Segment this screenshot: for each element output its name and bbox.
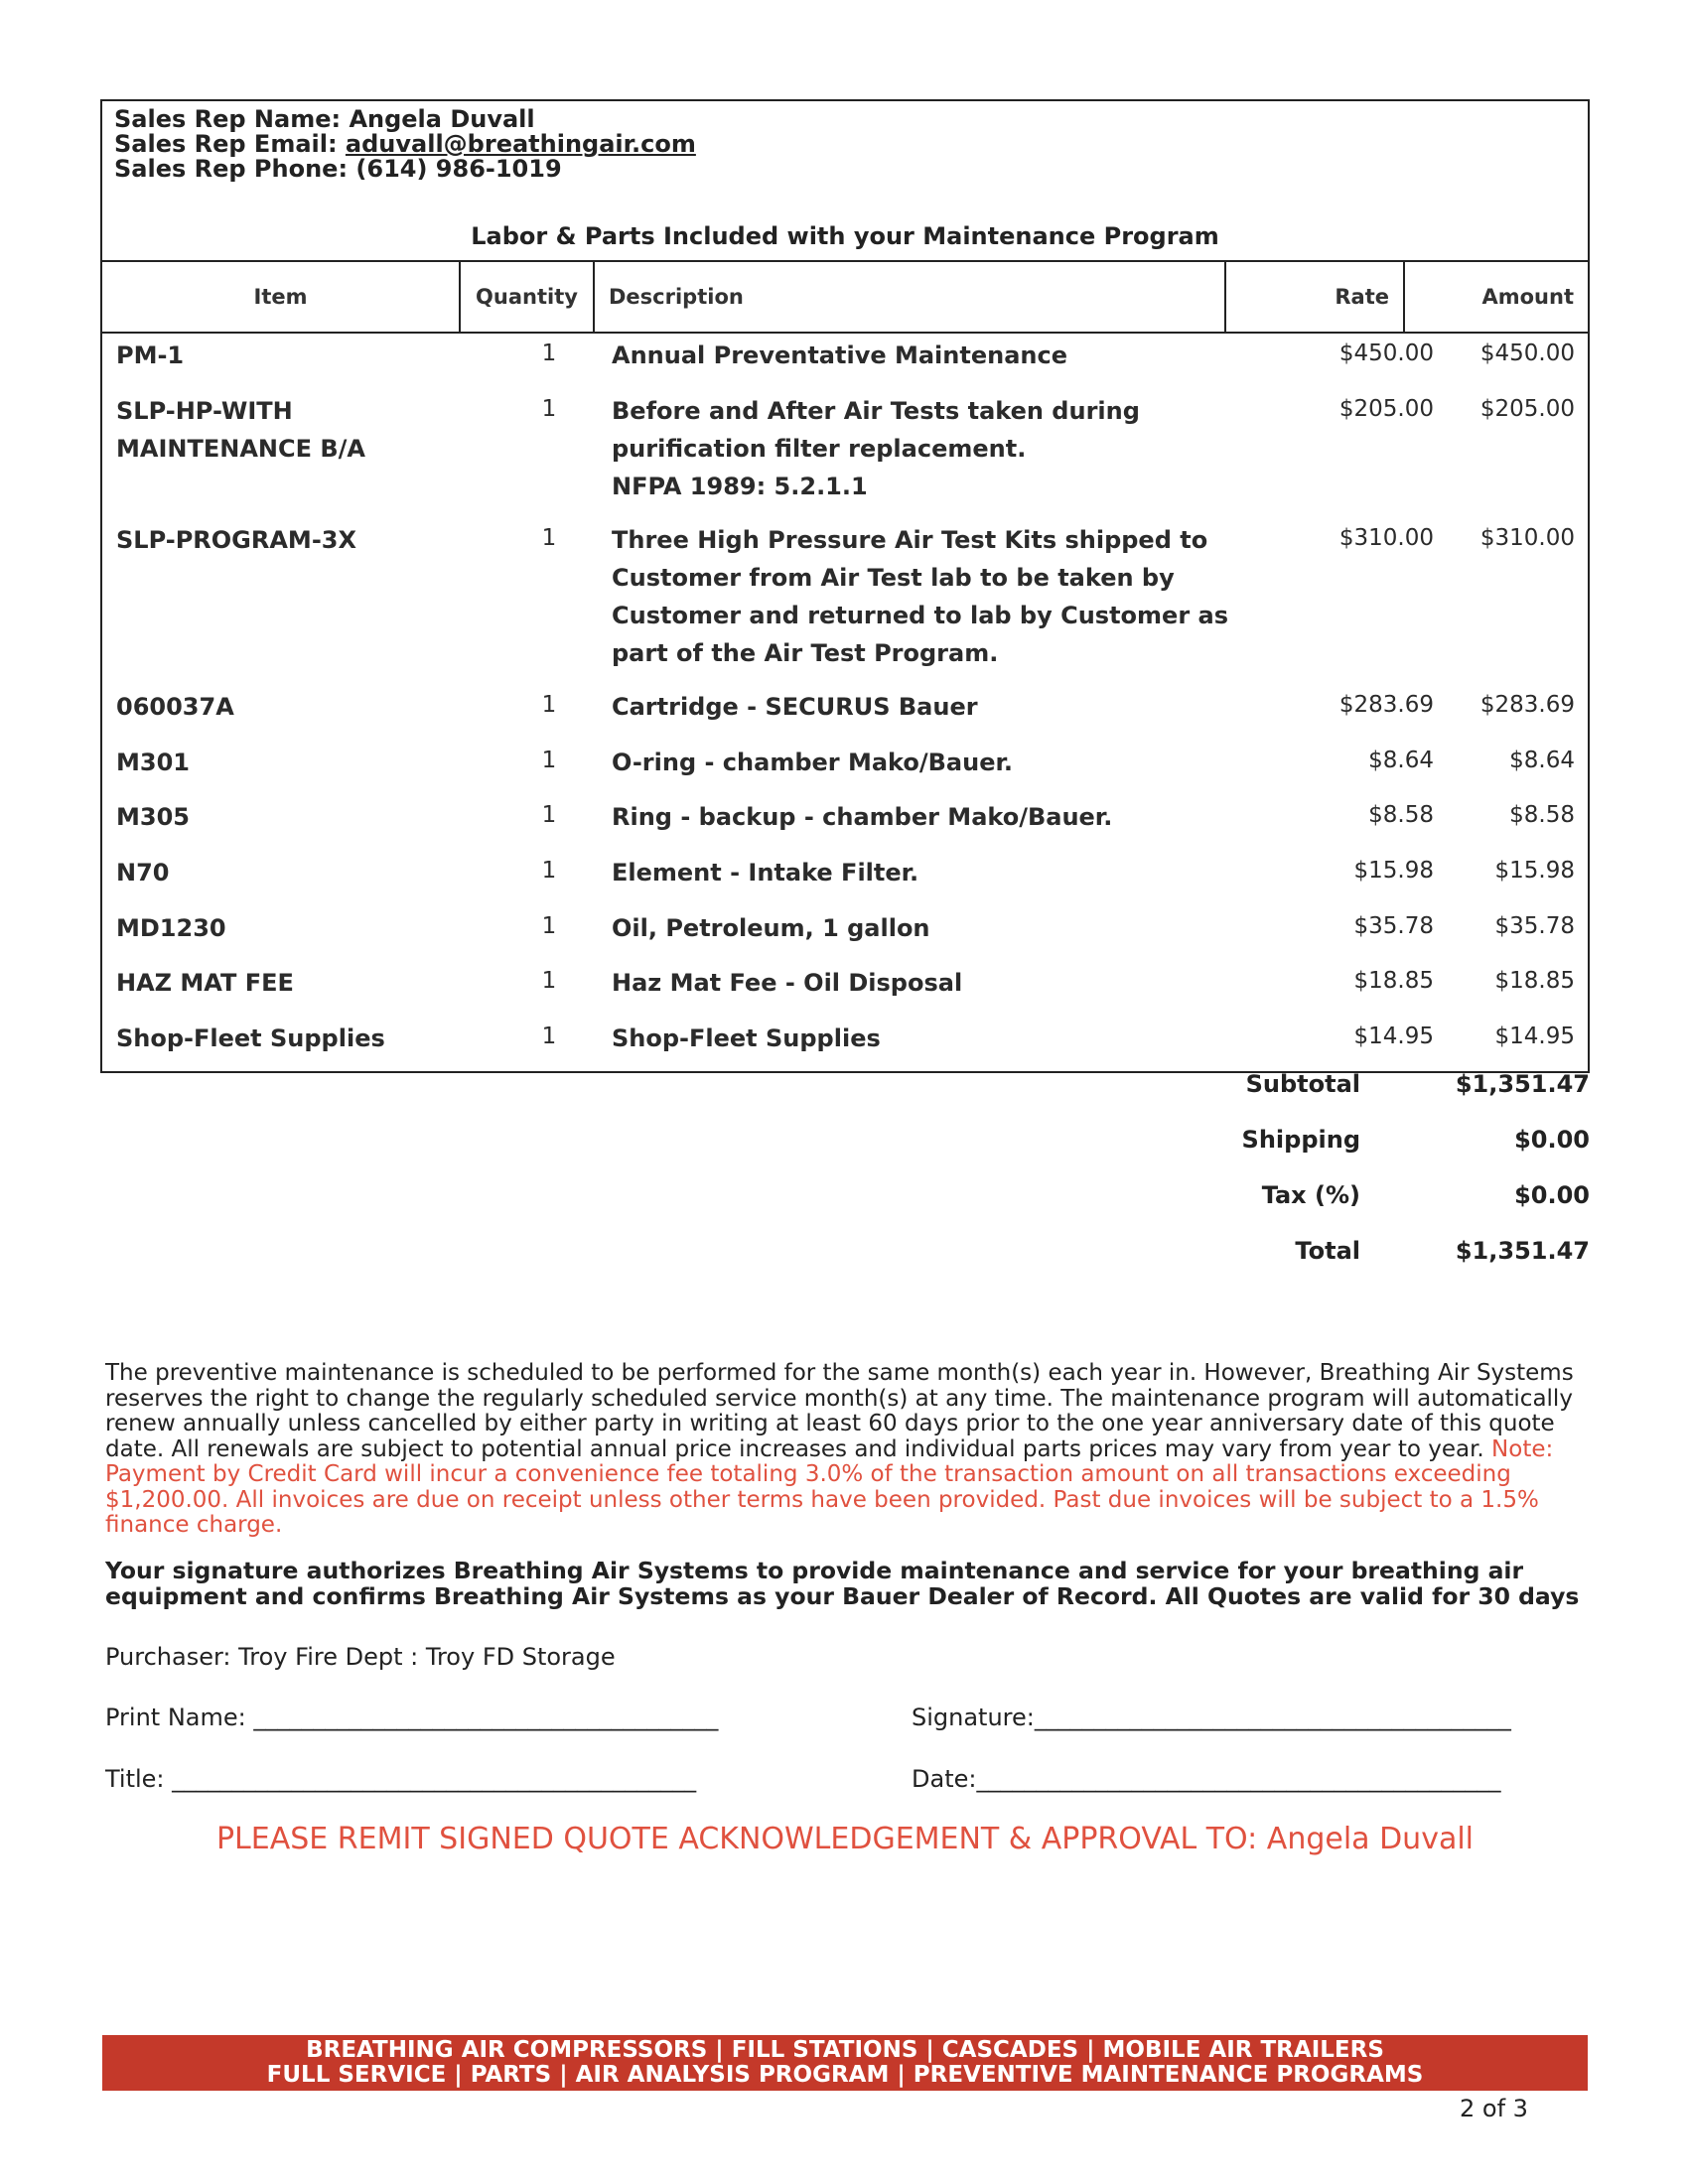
- page-number: 2 of 3: [1460, 2095, 1528, 2122]
- payment-note: Note: Payment by Credit Card will incur a convenience fee totaling 3.0% of the transaction amount on all transactions exceeding $1,200.00. All invoices are due on receipt unless other terms have been provided. Past due invoices will be subject to a 1.5% finance charge.: [105, 1435, 1554, 1538]
- row-amount: $8.58: [1509, 802, 1575, 828]
- row-rate: $310.00: [1338, 525, 1434, 551]
- row-description: Three High Pressure Air Test Kits shipped to Customer from Air Test lab to be taken by Customer and returned to lab by Customer as part of the Air Test Program.: [612, 526, 1228, 667]
- authorization-statement: Your signature authorizes Breathing Air Systems to provide maintenance and service for your breathing air equipment and confirms Breathing Air Systems as your Bauer Dealer of Record. All Quotes are valid for 30 days: [105, 1557, 1580, 1610]
- row-item: HAZ MAT FEE: [116, 969, 294, 997]
- total-value: $1,351.47: [1455, 1237, 1590, 1265]
- row-amount: $450.00: [1479, 341, 1575, 366]
- shipping-label: Shipping: [1241, 1126, 1360, 1154]
- header-amount: [1403, 260, 1590, 334]
- terms-main-text: The preventive maintenance is scheduled to be performed for the same month(s) each year in. However, Breathing Air Systems reserves the right to change the regularly scheduled service month(s) at any time. The maintenance program will automatically renew annually unless cancelled by either party in writing at least 60 days prior to the one year anniversary date of this quote date. All renewals are subject to potential annual price increases and individual parts prices may vary from year to year.: [105, 1360, 1574, 1462]
- row-quantity: 1: [541, 913, 557, 939]
- tax-label: Tax (%): [1261, 1181, 1360, 1209]
- row-amount: $15.98: [1494, 858, 1575, 884]
- sales-rep-info: [114, 107, 696, 182]
- row-description: Annual Preventative Maintenance: [612, 341, 1067, 369]
- row-amount: $18.85: [1494, 968, 1575, 994]
- row-description: Ring - backup - chamber Mako/Bauer.: [612, 803, 1113, 831]
- header-amount-label: Amount: [1481, 285, 1574, 309]
- sales-rep-name: Sales Rep Name: Angela Duvall: [114, 105, 535, 133]
- header-rate: [1224, 260, 1405, 334]
- row-description: Haz Mat Fee - Oil Disposal: [612, 969, 963, 997]
- row-item: M301: [116, 749, 190, 776]
- row-amount: $8.64: [1509, 748, 1575, 773]
- row-quantity: 1: [541, 748, 557, 773]
- row-quantity: 1: [541, 396, 557, 422]
- shipping-value: $0.00: [1514, 1126, 1590, 1154]
- title-field[interactable]: Title: ____________________________________________: [105, 1765, 697, 1793]
- row-description: Element - Intake Filter.: [612, 859, 919, 887]
- row-description: Cartridge - SECURUS Bauer: [612, 693, 978, 721]
- sales-rep-phone: Sales Rep Phone: (614) 986-1019: [114, 155, 562, 183]
- header-description-label: Description: [609, 285, 744, 309]
- row-quantity: 1: [541, 525, 557, 551]
- row-rate: $8.58: [1368, 802, 1434, 828]
- footer-banner: [102, 2035, 1588, 2091]
- row-amount: $14.95: [1494, 1024, 1575, 1049]
- row-quantity: 1: [541, 1024, 557, 1049]
- header-quantity: [459, 260, 595, 334]
- row-amount: $310.00: [1479, 525, 1575, 551]
- row-item: M305: [116, 803, 190, 831]
- row-rate: $15.98: [1353, 858, 1434, 884]
- row-amount: $205.00: [1479, 396, 1575, 422]
- row-amount: $35.78: [1494, 913, 1575, 939]
- row-rate: $8.64: [1368, 748, 1434, 773]
- footer-line-1: BREATHING AIR COMPRESSORS | FILL STATIONS | CASCADES | MOBILE AIR TRAILERS: [306, 2037, 1384, 2063]
- row-item: 060037A: [116, 693, 234, 721]
- total-label: Total: [1295, 1237, 1360, 1265]
- sales-rep-email-label: Sales Rep Email:: [114, 130, 346, 158]
- row-quantity: 1: [541, 968, 557, 994]
- row-quantity: 1: [541, 802, 557, 828]
- table-title: Labor & Parts Included with your Maintenance Program: [471, 222, 1219, 250]
- row-item: MD1230: [116, 914, 226, 942]
- row-description: Oil, Petroleum, 1 gallon: [612, 914, 930, 942]
- footer-line-2: FULL SERVICE | PARTS | AIR ANALYSIS PROGRAM | PREVENTIVE MAINTENANCE PROGRAMS: [266, 2062, 1424, 2088]
- remit-instruction: PLEASE REMIT SIGNED QUOTE ACKNOWLEDGEMENT & APPROVAL TO: Angela Duvall: [215, 1822, 1475, 1856]
- row-description: Before and After Air Tests taken during purification filter replacement. NFPA 1989: 5.2.1.1: [612, 397, 1140, 500]
- purchaser-line: Purchaser: Troy Fire Dept : Troy FD Storage: [105, 1643, 616, 1671]
- terms-paragraph: [105, 1361, 1595, 1539]
- row-item: PM-1: [116, 341, 185, 369]
- row-description: O-ring - chamber Mako/Bauer.: [612, 749, 1014, 776]
- row-item: SLP-HP-WITH MAINTENANCE B/A: [116, 397, 365, 463]
- row-item: SLP-PROGRAM-3X: [116, 526, 356, 554]
- subtotal-value: $1,351.47: [1455, 1070, 1590, 1098]
- subtotal-label: Subtotal: [1245, 1070, 1360, 1098]
- row-item: Shop-Fleet Supplies: [116, 1024, 385, 1052]
- header-rate-label: Rate: [1335, 285, 1389, 309]
- row-quantity: 1: [541, 692, 557, 718]
- tax-value: $0.00: [1514, 1181, 1590, 1209]
- signature-field[interactable]: Signature:________________________________________: [912, 1704, 1511, 1731]
- row-amount: $283.69: [1479, 692, 1575, 718]
- row-quantity: 1: [541, 858, 557, 884]
- row-description: Shop-Fleet Supplies: [612, 1024, 881, 1052]
- row-quantity: 1: [541, 341, 557, 366]
- row-rate: $35.78: [1353, 913, 1434, 939]
- date-field[interactable]: Date:____________________________________________: [912, 1765, 1501, 1793]
- row-rate: $205.00: [1338, 396, 1434, 422]
- header-item-label: Item: [253, 285, 308, 309]
- row-rate: $18.85: [1353, 968, 1434, 994]
- row-item: N70: [116, 859, 170, 887]
- sales-rep-email-link[interactable]: aduvall@breathingair.com: [345, 130, 696, 158]
- print-name-field[interactable]: Print Name: _______________________________________: [105, 1704, 719, 1731]
- header-quantity-label: Quantity: [476, 285, 578, 309]
- row-rate: $14.95: [1353, 1024, 1434, 1049]
- row-rate: $283.69: [1338, 692, 1434, 718]
- header-item: [100, 260, 461, 334]
- sales-rep-email-line: [114, 132, 696, 157]
- header-description: [593, 260, 1226, 334]
- row-rate: $450.00: [1338, 341, 1434, 366]
